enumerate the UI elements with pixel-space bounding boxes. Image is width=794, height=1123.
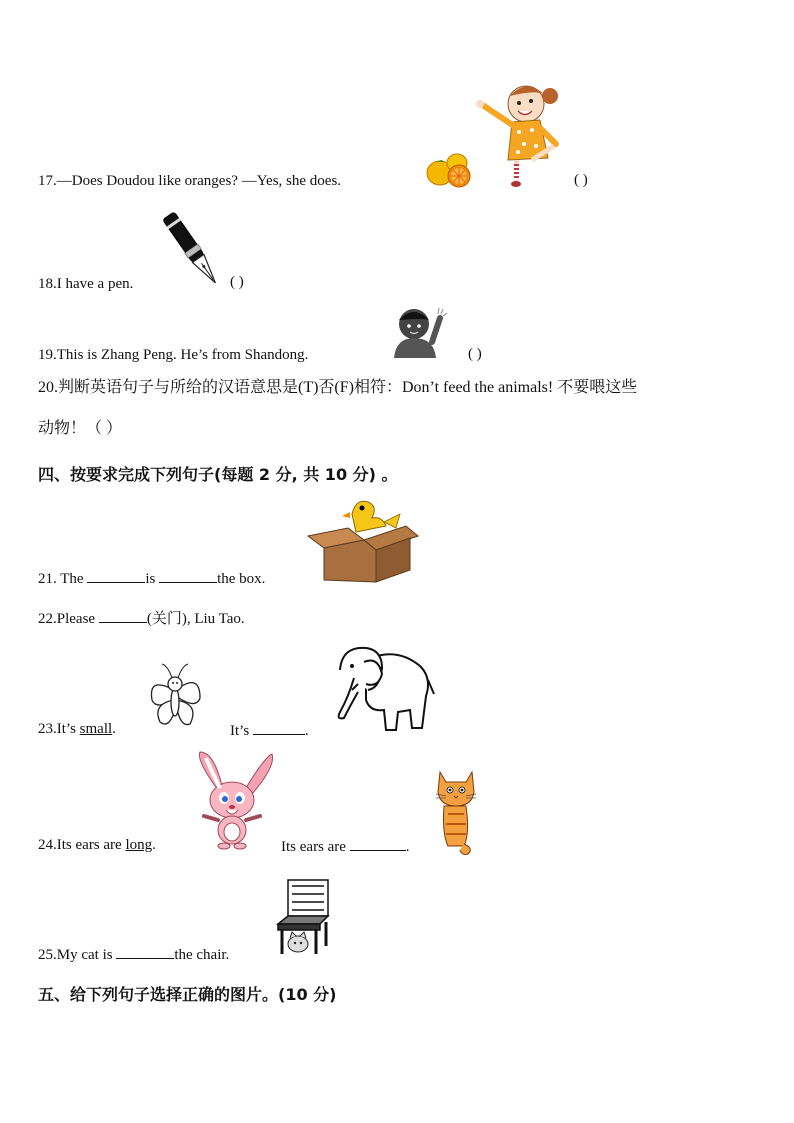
answer-paren-19: ( ) <box>468 346 482 362</box>
rabbit-image <box>192 750 276 850</box>
question-24-part3: Its ears are <box>281 839 346 855</box>
question-23-part1: 23.It’s <box>38 721 80 737</box>
answer-blank-22[interactable] <box>99 608 147 623</box>
underlined-word-small: small <box>79 721 113 737</box>
question-24-part2: . <box>152 837 156 853</box>
question-18 <box>38 275 133 293</box>
question-23-part4: . <box>304 723 309 739</box>
underlined-word-long: long <box>125 837 153 853</box>
question-23-part3: It’s <box>230 723 250 739</box>
cat-image <box>432 764 480 854</box>
question-23-part2: . <box>112 721 116 737</box>
question-20-line2: 动物！（ ） <box>38 420 123 437</box>
duck-in-box-image <box>306 496 422 586</box>
question-24 <box>38 836 156 854</box>
question-25-part2: the chair. <box>174 947 230 963</box>
question-21 <box>38 568 265 588</box>
answer-paren-18: ( ) <box>230 274 244 290</box>
question-24-part4: . <box>405 839 410 855</box>
question-21-part2: is <box>145 571 156 587</box>
section-4-title: 四、按要求完成下列句子(每题 2 分, 共 10 分) 。 <box>38 465 398 484</box>
question-21-part1: 21. The <box>38 571 84 587</box>
question-23-answer <box>230 720 309 740</box>
question-19-text: 19.This is Zhang Peng. He’s from Shandong. <box>38 347 309 363</box>
girl-doudou-image <box>474 84 566 190</box>
question-24-answer <box>281 836 409 856</box>
question-21-part3: the box. <box>217 571 266 587</box>
question-18-text: 18.I have a pen. <box>38 276 134 292</box>
answer-blank-24[interactable] <box>350 836 406 851</box>
question-25 <box>38 944 229 964</box>
question-24-part1: 24.Its ears are <box>38 837 126 853</box>
question-17 <box>38 172 341 190</box>
question-22-part1: 22.Please <box>38 611 96 627</box>
question-19 <box>38 346 308 364</box>
question-22 <box>38 608 245 628</box>
elephant-image <box>332 640 436 734</box>
question-22-part2: (关门), Liu Tao. <box>146 611 245 627</box>
answer-blank-21a[interactable] <box>87 568 145 583</box>
boy-zhang-peng-image <box>388 306 452 360</box>
oranges-image <box>424 150 474 190</box>
answer-blank-21b[interactable] <box>159 568 217 583</box>
chair-with-cat-image <box>276 876 334 956</box>
answer-blank-23[interactable] <box>253 720 305 735</box>
question-17-text: 17.—Does Doudou like oranges? —Yes, she does. <box>38 173 342 189</box>
answer-paren-17: ( ) <box>574 172 588 188</box>
pen-image <box>160 208 226 294</box>
section-5-title: 五、给下列句子选择正确的图片。(10 分) <box>38 985 337 1004</box>
butterfly-image <box>146 660 206 734</box>
answer-blank-25[interactable] <box>116 944 174 959</box>
question-20-line1: 20.判断英语句子与所给的汉语意思是(T)否(F)相符：Don’t feed the animals! 不要喂这些 <box>38 379 638 396</box>
question-23 <box>38 720 116 738</box>
question-25-part1: 25.My cat is <box>38 947 113 963</box>
